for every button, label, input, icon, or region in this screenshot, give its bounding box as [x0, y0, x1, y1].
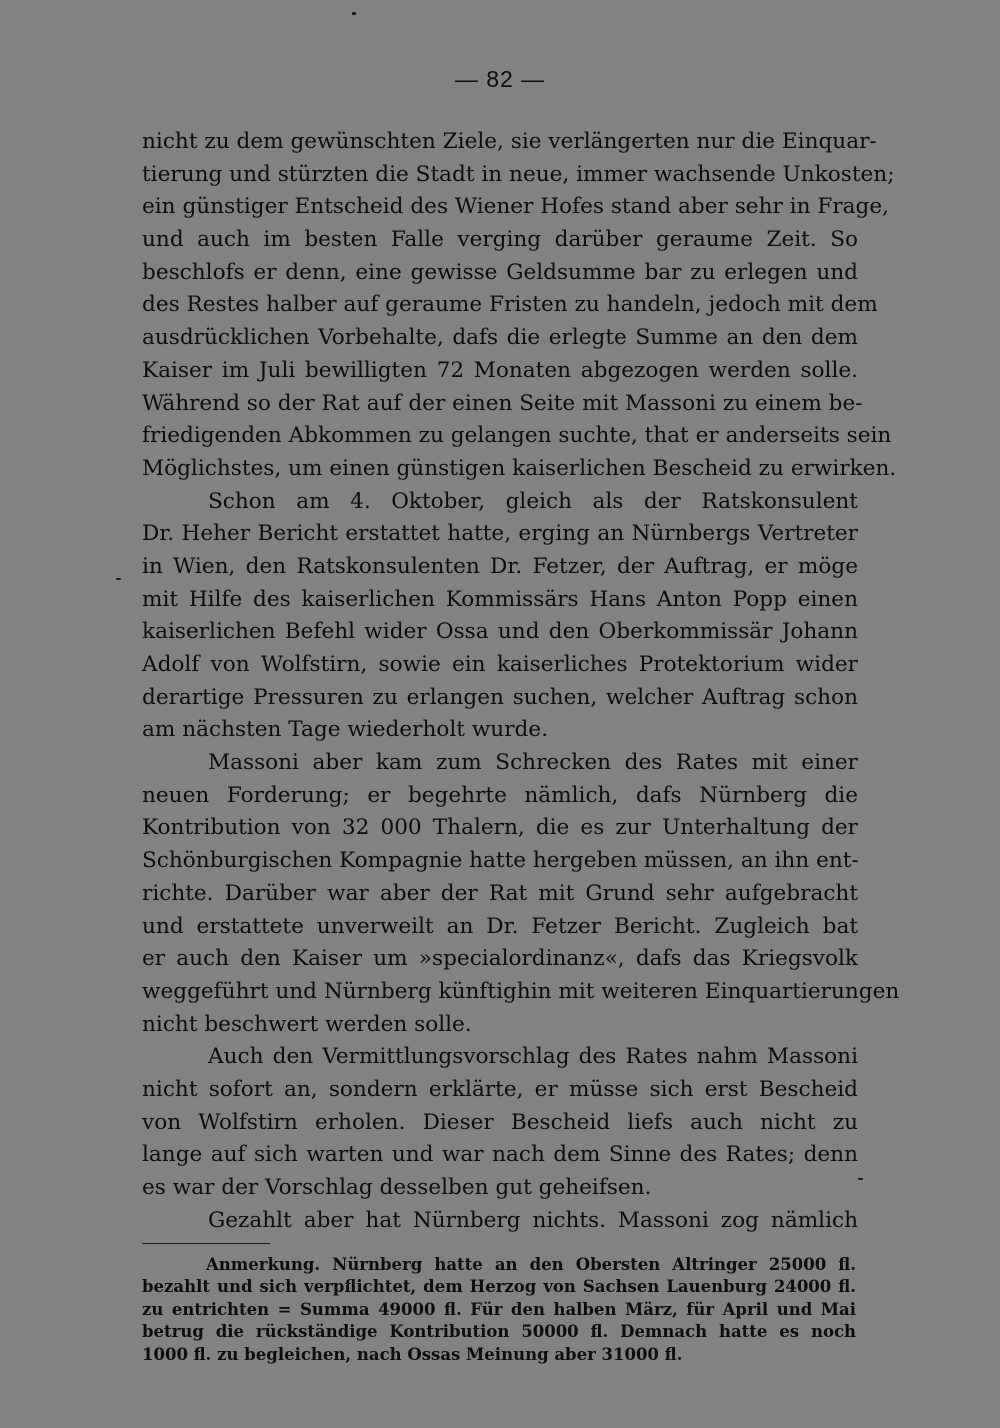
- footnote-line: bezahlt und sich verpflichtet, dem Herzog von Sachsen Lauenburg 24000 fl.: [142, 1277, 856, 1297]
- text-line: derartige Pressuren zu erlangen suchen, welcher Auftrag schon: [142, 684, 858, 710]
- paragraph-end-line: nicht beschwert werden solle.: [142, 1011, 472, 1037]
- paragraph-end-line: am nächsten Tage wiederholt wurde.: [142, 717, 548, 743]
- text-line: in Wien, den Ratskonsulenten Dr. Fetzer, der Auftrag, er möge: [142, 553, 858, 579]
- text-line: Möglichstes, um einen günstigen kaiserlichen Bescheid zu erwirken.: [142, 455, 897, 481]
- text-line: Dr. Heher Bericht erstattet hatte, erging an Nürnbergs Vertreter: [142, 521, 858, 547]
- text-line: nicht sofort an, sondern erklärte, er müsse sich erst Bescheid: [142, 1076, 858, 1102]
- text-line: kaiserlichen Befehl wider Ossa und den Oberkommissär Johann: [142, 619, 858, 645]
- text-line: mit Hilfe des kaiserlichen Kommissärs Hans Anton Popp einen: [142, 586, 858, 612]
- scan-speck: [116, 578, 121, 580]
- text-line: des Restes halber auf geraume Fristen zu handeln, jedoch mit dem: [142, 292, 878, 318]
- text-line: Kaiser im Juli bewilligten 72 Monaten abgezogen werden solle.: [142, 357, 858, 383]
- text-line: neuen Forderung; er begehrte nämlich, dafs Nürnberg die: [142, 782, 858, 808]
- text-line: ein günstiger Entscheid des Wiener Hofes stand aber sehr in Frage,: [142, 194, 889, 220]
- footnote-line: zu entrichten = Summa 49000 fl. Für den halben März, für April und Mai: [142, 1299, 856, 1319]
- text-line: Adolf von Wolfstirn, sowie ein kaiserliches Protektorium wider: [142, 652, 858, 677]
- footnote-separator: [142, 1243, 270, 1244]
- text-line: nicht zu dem gewünschten Ziele, sie verlängerten nur die Einquar-: [142, 129, 877, 154]
- footnote: [142, 1254, 856, 1366]
- scan-speck: [858, 1178, 863, 1180]
- footnote-line: Anmerkung. Nürnberg hatte an den Obersten Altringer 25000 fl.: [206, 1255, 856, 1274]
- text-line: von Wolfstirn erholen. Dieser Bescheid liefs auch nicht zu: [142, 1109, 858, 1135]
- scan-speck: [352, 12, 356, 15]
- paragraph-start-line: Gezahlt aber hat Nürnberg nichts. Massoni zog nämlich: [208, 1207, 858, 1233]
- main-text: [142, 126, 900, 1237]
- text-line: tierung und stürzten die Stadt in neue, immer wachsende Unkosten;: [142, 161, 895, 187]
- text-line: er auch den Kaiser um »specialordinanz«, dafs das Kriegsvolk: [142, 946, 858, 972]
- text-line: beschlofs er denn, eine gewisse Geldsumme bar zu erlegen und: [142, 259, 858, 285]
- text-line: friedigenden Abkommen zu gelangen suchte, that er anderseits sein: [142, 423, 892, 449]
- paragraph-end-line: es war der Vorschlag desselben gut geheifsen.: [142, 1175, 652, 1200]
- paragraph-start-line: Massoni aber kam zum Schrecken des Rates mit einer: [208, 750, 858, 776]
- text-line: lange auf sich warten und war nach dem Sinne des Rates; denn: [142, 1142, 858, 1168]
- text-line: Während so der Rat auf der einen Seite mit Massoni zu einem be-: [142, 390, 863, 416]
- text-line: Schönburgischen Kompagnie hatte hergeben müssen, an ihn ent-: [142, 848, 859, 874]
- text-line: und auch im besten Falle verging darüber geraume Zeit. So: [142, 227, 858, 253]
- paragraph-start-line: Schon am 4. Oktober, gleich als der Ratskonsulent: [208, 488, 858, 514]
- footnote-line: betrug die rückständige Kontribution 50000 fl. Demnach hatte es noch: [142, 1322, 856, 1342]
- text-line: richte. Darüber war aber der Rat mit Grund sehr aufgebracht: [142, 880, 858, 906]
- page-number: — 82 —: [454, 66, 546, 92]
- text-line: und erstattete unverweilt an Dr. Fetzer Bericht. Zugleich bat: [142, 913, 858, 939]
- text-line: weggeführt und Nürnberg künftighin mit weiteren Einquartierungen: [142, 978, 900, 1004]
- footnote-line: 1000 fl. zu begleichen, nach Ossas Meinung aber 31000 fl.: [142, 1344, 683, 1364]
- text-line: ausdrücklichen Vorbehalte, dafs die erlegte Summe an den dem: [142, 325, 858, 351]
- text-line: Kontribution von 32 000 Thalern, die es zur Unterhaltung der: [142, 815, 858, 841]
- paragraph-start-line: Auch den Vermittlungsvorschlag des Rates nahm Massoni: [208, 1044, 858, 1070]
